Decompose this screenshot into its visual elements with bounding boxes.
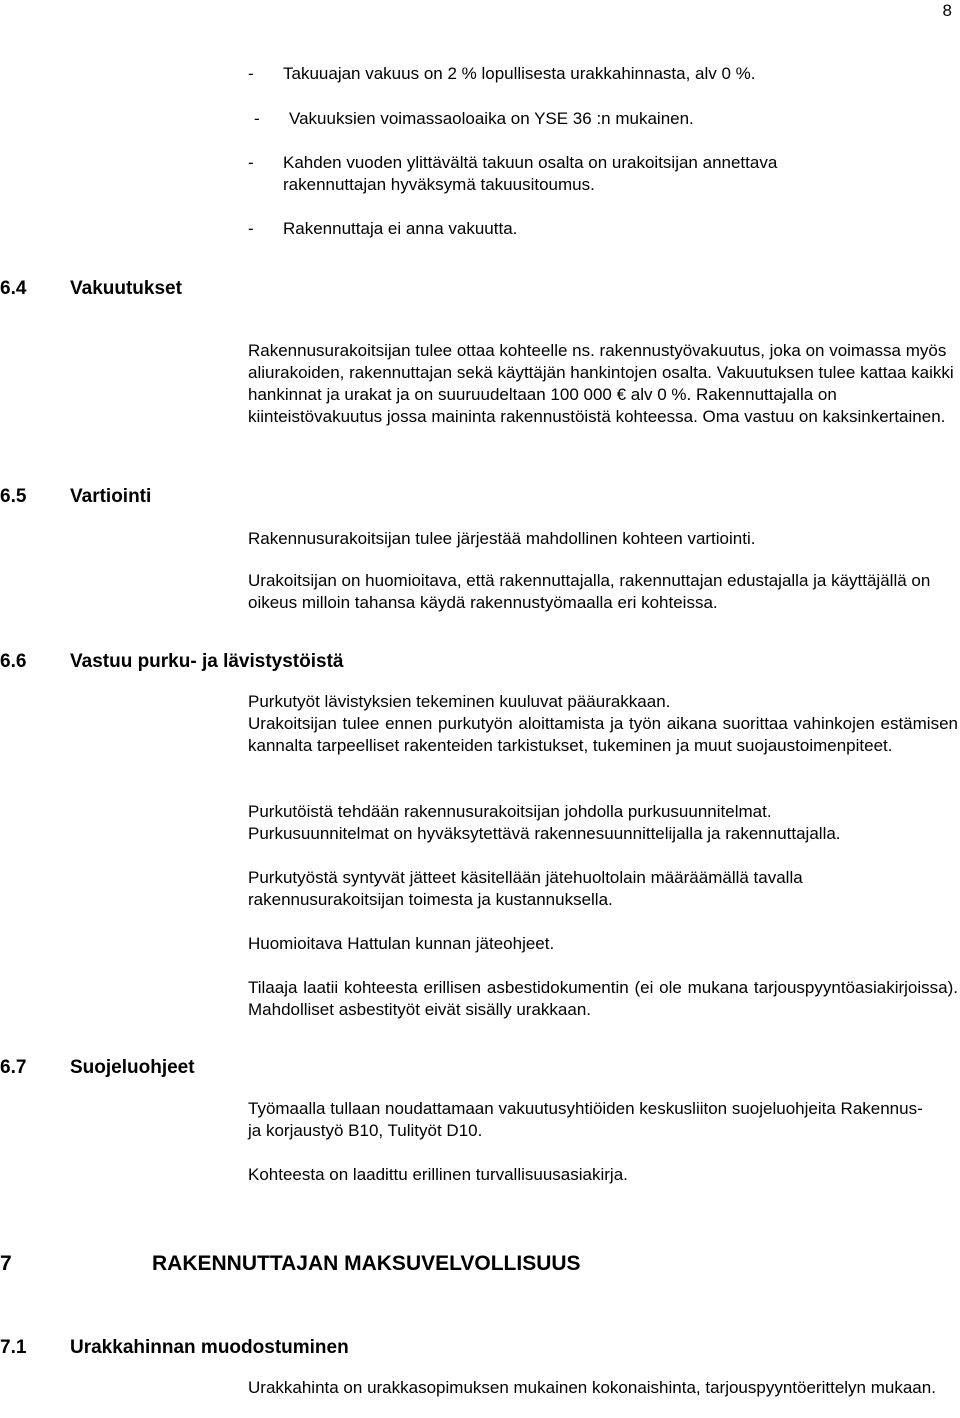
bullet-item — [248, 152, 868, 196]
section-number: 6.7 — [0, 1057, 27, 1078]
dash-marker: - — [248, 219, 254, 238]
section-number: 7.1 — [0, 1337, 27, 1358]
section-heading-6-7 — [0, 1056, 195, 1080]
paragraph: Purkutöistä tehdään rakennusurakoitsijan johdolla purkusuunnitelmat. — [248, 802, 772, 821]
bullet-item — [248, 63, 756, 85]
paragraph: Urakkahinta on urakkasopimuksen mukainen kokonaishinta, tarjouspyyntöerittelyn mukaan. — [248, 1378, 936, 1397]
section-number: 6.4 — [0, 278, 27, 299]
paragraph: Purkutyöstä syntyvät jätteet käsitellään jätehuoltolain määräämällä tavalla rakennusurakoitsijan toimesta ja kustannuksella. — [248, 868, 803, 909]
section-title: Vartiointi — [70, 486, 152, 507]
paragraph: Tilaaja laatii kohteesta erillisen asbestidokumentin (ei ole mukana tarjouspyyntöasiakirjoissa). Mahdolliset asbestityöt eivät sisälly urakkaan. — [248, 978, 958, 1019]
chapter-title: RAKENNUTTAJAN MAKSUVELVOLLISUUS — [152, 1252, 581, 1275]
paragraph: Purkutyöt lävistyksien tekeminen kuuluvat pääurakkaan. — [248, 692, 671, 711]
section-number: 6.5 — [0, 486, 27, 507]
paragraph: Rakennusurakoitsijan tulee järjestää mahdollinen kohteen vartiointi. — [248, 529, 756, 548]
chapter-heading-7 — [0, 1251, 581, 1277]
paragraph: Purkusuunnitelmat on hyväksytettävä rakennesuunnittelijalla ja rakennuttajalla. — [248, 824, 841, 843]
dash-marker: - — [248, 153, 254, 172]
paragraph: Urakoitsijan tulee ennen purkutyön aloittamista ja työn aikana suorittaa vahinkojen estämisen kannalta tarpeelliset rakenteiden tarkistukset, tukeminen ja muut suojaustoimenpiteet. — [248, 714, 958, 755]
section-title: Vakuutukset — [70, 278, 182, 299]
paragraph: Työmaalla tullaan noudattamaan vakuutusyhtiöiden keskusliiton suojeluohjeita Rakennus- ja korjaustyö B10, Tulityöt D10. — [248, 1099, 923, 1140]
paragraph: Kohteesta on laadittu erillinen turvallisuusasiakirja. — [248, 1165, 628, 1184]
chapter-number: 7 — [0, 1252, 12, 1275]
bullet-text: Takuuajan vakuus on 2 % lopullisesta urakkahinnasta, alv 0 %. — [283, 64, 756, 83]
section-title: Vastuu purku- ja lävistystöistä — [70, 651, 344, 672]
paragraph: Huomioitava Hattulan kunnan jäteohjeet. — [248, 934, 555, 953]
section-title: Urakkahinnan muodostuminen — [70, 1337, 349, 1358]
section-number: 6.6 — [0, 651, 27, 672]
section-heading-7-1 — [0, 1336, 349, 1360]
section-heading-6-6 — [0, 650, 343, 674]
paragraph: Urakoitsijan on huomioitava, että rakennuttajalla, rakennuttajan edustajalla ja käyttäjällä on oikeus milloin tahansa käydä rakennustyömaalla eri kohteissa. — [248, 571, 931, 612]
section-heading-6-4 — [0, 277, 182, 301]
bullet-text: Vakuuksien voimassaoloaika on YSE 36 :n mukainen. — [289, 109, 694, 128]
bullet-item — [248, 218, 517, 240]
paragraph: Rakennusurakoitsijan tulee ottaa kohteelle ns. rakennustyövakuutus, joka on voimassa myös aliurakoiden, rakennuttajan sekä käyttäjän hankintojen osalta. Vakuutuksen tulee kattaa kaikki hankinnat ja urakat ja on suuruudeltaan 100 000 € alv 0 %. Rakennuttajalla on kiinteistövakuutus jossa maininta rakennustöistä kohteessa. Oma vastuu on kaksinkertainen. — [248, 341, 954, 426]
dash-marker: - — [248, 64, 254, 83]
page-number: 8 — [942, 1, 952, 20]
dash-marker: - — [254, 109, 260, 128]
section-title: Suojeluohjeet — [70, 1057, 195, 1078]
bullet-item — [254, 108, 694, 130]
bullet-text: Kahden vuoden ylittävältä takuun osalta on urakoitsijan annettava rakennuttajan hyväksymä takuusitoumus. — [283, 153, 778, 194]
bullet-text: Rakennuttaja ei anna vakuutta. — [283, 219, 518, 238]
section-heading-6-5 — [0, 485, 151, 509]
